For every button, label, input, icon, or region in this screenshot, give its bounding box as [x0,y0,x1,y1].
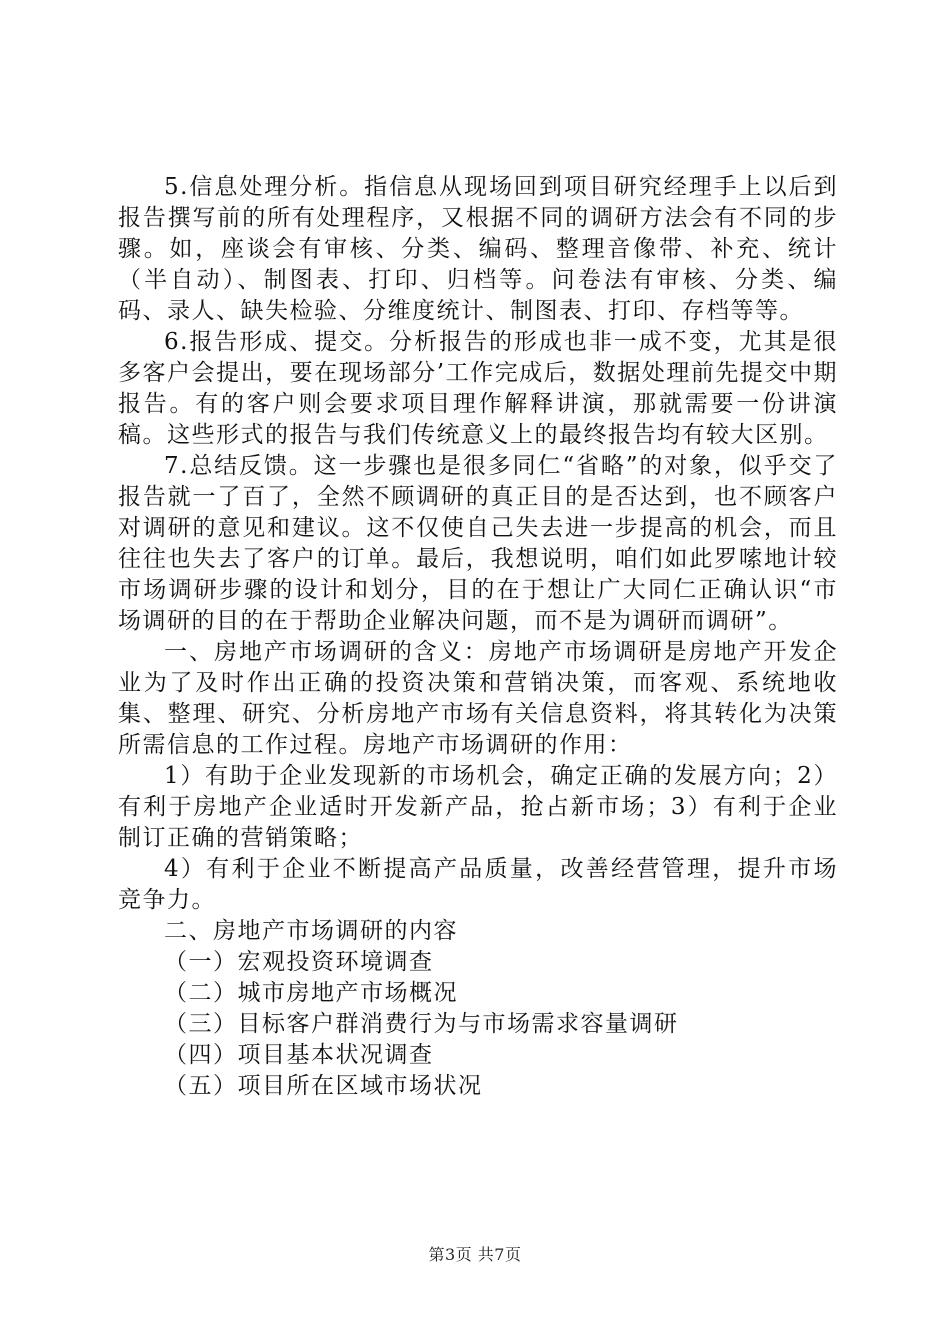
document-body [118,172,838,1102]
paragraph-research-role-4: 4）有利于企业不断提高产品质量，改善经营管理，提升市场竞争力。 [118,856,838,913]
list-item: （三）目标客户群消费行为与市场需求容量调研 [164,1011,679,1037]
list-item: （一）宏观投资环境调查 [164,949,434,975]
list-item: （五）项目所在区域市场状况 [164,1073,483,1099]
list-item: （二）城市房地产市场概况 [164,980,458,1006]
list-item: （四）项目基本状况调查 [164,1042,434,1068]
paragraph-research-roles: 1）有助于企业发现新的市场机会，确定正确的发展方向；2）有利于房地产企业适时开发新产品，抢占新市场；3）有利于企业制订正确的营销策略； [118,763,838,851]
paragraph-research-definition: 一、房地产市场调研的含义：房地产市场调研是房地产开发企业为了及时作出正确的投资决策和营销决策，而客观、系统地收集、整理、研究、分析房地产市场有关信息资料，将其转化为决策所需信息的工作过程。房地产市场调研的作用： [118,639,838,758]
paragraph-info-processing: 5.信息处理分析。指信息从现场回到项目研究经理手上以后到报告撰写前的所有处理程序，又根据不同的调研方法会有不同的步骤。如，座谈会有审核、分类、编码、整理音像带、补充、统计（半自动）、制图表、打印、归档等。问卷法有审核、分类、编码、录人、缺失检验、分维度统计、制图表、打印、存档等等。 [118,174,838,324]
paragraph-report-formation: 6.报告形成、提交。分析报告的形成也非一成不变，尤其是很多客户会提出，要在现场部分’工作完成后，数据处理前先提交中期报告。有的客户则会要求项目理作解释讲演，那就需要一份讲演稿。这些形式的报告与我们传统意义上的最终报告均有较大区别。 [118,329,838,448]
paragraph-summary-feedback: 7.总结反馈。这一步骤也是很多同仁“省略”的对象，似乎交了报告就一了百了，全然不顾调研的真正目的是否达到，也不顾客户对调研的意见和建议。这不仅使自己失去进一步提高的机会，而且往往也失去了客户的订单。最后，我想说明，咱们如此罗嗦地计较市场调研步骤的设计和划分，目的在于想让广大同仁正确认识“市场调研的目的在于帮助企业解决问题，而不是为调研而调研”。 [118,453,838,634]
section-heading-research-content: 二、房地产市场调研的内容 [164,918,458,944]
page-number-footer: 第3页 共7页 [428,1245,522,1264]
